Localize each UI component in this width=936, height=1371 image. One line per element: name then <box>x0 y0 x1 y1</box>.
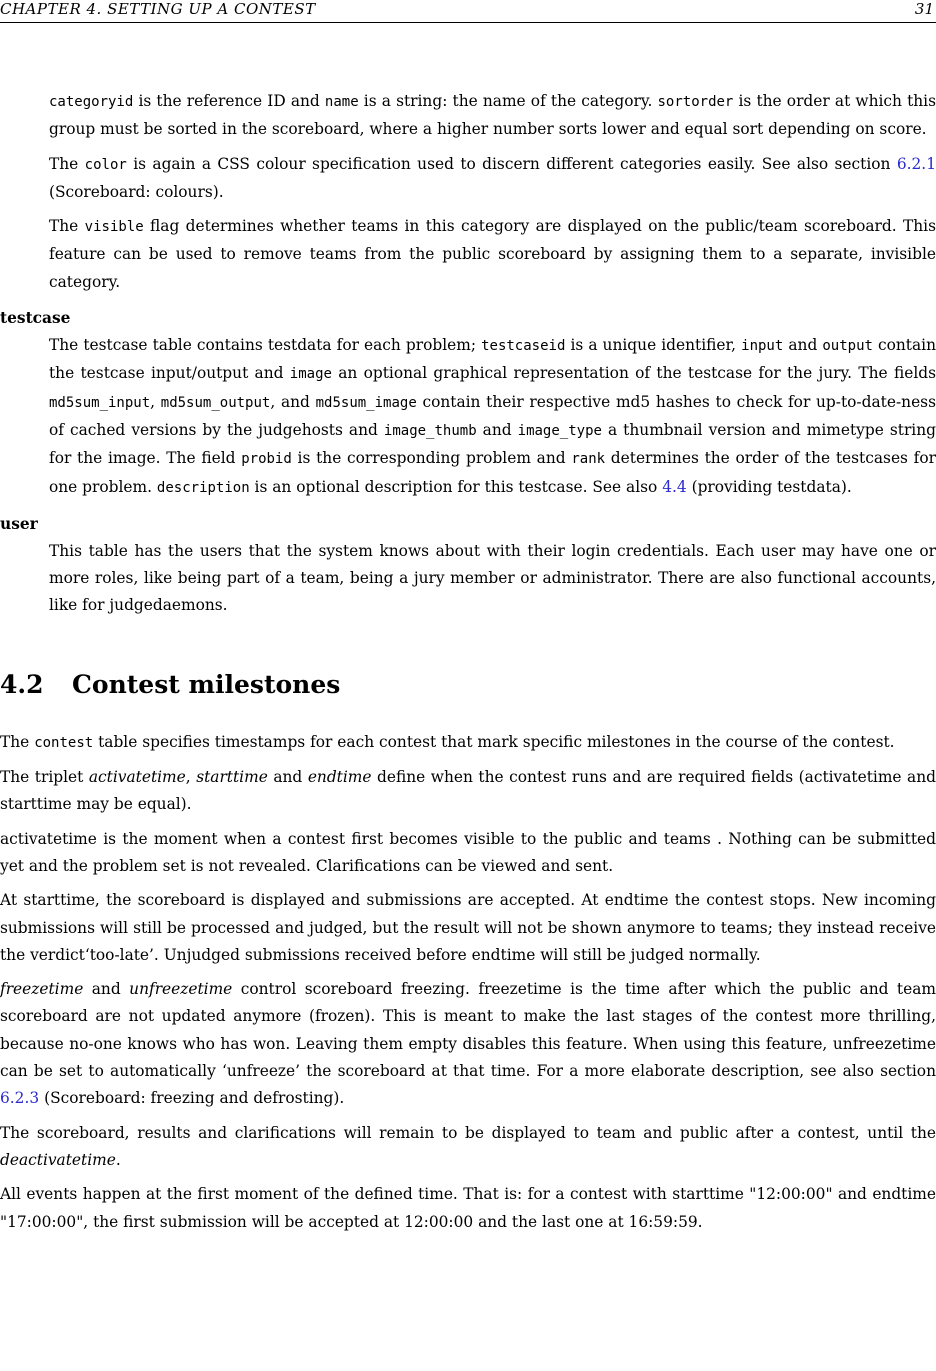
text-span: a thumbnail version and mimetype string for the image. The field <box>49 420 936 468</box>
text-span: and <box>83 980 130 999</box>
text-span: define when the contest runs and are required fields (activatetime and starttime may be equal). <box>0 768 936 814</box>
milestones-paragraph-3: activatetime is the moment when a contest first becomes visible to the public and teams . Nothing can be submitted yet and the problem set is not revealed. Clarifications can be viewed and sent. <box>0 829 936 875</box>
term-freezetime: freezetime <box>0 980 84 999</box>
text-span: and <box>476 420 518 439</box>
category-paragraph-2 <box>49 151 936 207</box>
category-paragraph-3 <box>49 213 936 296</box>
text-span: . <box>115 1150 121 1169</box>
text-span: an optional graphical representation of the testcase for the jury. The fields <box>331 364 936 383</box>
milestones-paragraph-5 <box>0 976 936 1112</box>
text-span: is a unique identifier, <box>565 336 742 355</box>
text-span: (Scoreboard: colours). <box>49 182 224 201</box>
milestones-paragraph-1 <box>0 729 936 757</box>
text-span: flag determines whether teams in this category are displayed on the public/team scoreboard. This feature can be used to remove teams from the public scoreboard by assigning them to a separate, invisible category. <box>49 217 936 291</box>
code-md5sum-output: md5sum_output <box>160 394 271 411</box>
text-span: (Scoreboard: freezing and defrosting). <box>39 1089 345 1108</box>
text-span: is again a CSS colour specification used to discern different categories easily. See also section <box>126 154 897 173</box>
text-span: is an optional description for this testcase. See also <box>249 477 663 496</box>
milestones-paragraph-2 <box>0 764 936 819</box>
code-probid: probid <box>241 451 292 468</box>
text-span: control scoreboard freezing. freezetime is the time after which the public and team scoreboard are not updated anymore (frozen). This is meant to make the last stages of the contest more thrilling, because no-one knows who has won. Leaving them empty disables this feature. When using this feature, unfreezetime can be set to automatically ‘unfreeze’ the scoreboard at that time. For a more elaborate description, see also section <box>0 980 936 1081</box>
text-span: determines the order of the testcases for one problem. <box>49 449 936 496</box>
code-sortorder: sortorder <box>657 94 734 110</box>
code-md5sum-image: md5sum_image <box>315 394 417 411</box>
section-link-6-2-1[interactable]: 6.2.1 <box>896 154 936 173</box>
code-output: output <box>822 338 873 355</box>
text-span: , and <box>270 392 316 411</box>
text-span: and <box>267 768 308 787</box>
code-image-type: image_type <box>517 422 602 439</box>
code-color: color <box>84 156 127 173</box>
term-starttime: starttime <box>196 768 268 787</box>
code-image: image <box>289 366 332 383</box>
term-deactivatetime: deactivatetime <box>0 1150 116 1169</box>
text-span: table specifies timestamps for each contest that mark specific milestones in the course of the contest. <box>93 732 895 751</box>
text-span: is the reference ID and <box>133 92 325 110</box>
code-input: input <box>741 338 784 355</box>
term-user: user <box>0 514 38 533</box>
user-description: This table has the users that the system knows about with their login credentials. Each user may have one or more roles, like being part of a team, being a jury member or administrator. There are also functional accounts, like for judgedaemons. <box>49 541 936 615</box>
term-activatetime: activatetime <box>88 768 186 787</box>
text-span: The <box>49 154 85 173</box>
section-number: 4.2 <box>0 669 44 699</box>
milestones-paragraph-6 <box>0 1120 936 1175</box>
section-heading <box>0 670 936 700</box>
code-md5sum-input: md5sum_input <box>49 394 151 411</box>
code-categoryid: categoryid <box>49 94 134 110</box>
testcase-description <box>49 332 936 502</box>
text-span: The <box>49 217 85 236</box>
text-span: The triplet <box>0 768 89 787</box>
category-paragraph-1 <box>49 88 936 144</box>
text-span: The scoreboard, results and clarifications will remain to be displayed to team and public after a contest, until the <box>0 1123 936 1142</box>
term-endtime: endtime <box>307 768 372 787</box>
milestones-paragraph-4: At starttime, the scoreboard is displayed and submissions are accepted. At endtime the contest stops. New incoming submissions will still be processed and judged, but the result will not be shown anymore to teams; they instead receive the verdict‘too-late’. Unjudged submissions received before endtime will still be judged normally. <box>0 891 936 964</box>
text-span: and <box>783 336 823 355</box>
section-title: Contest milestones <box>72 669 341 699</box>
code-image-thumb: image_thumb <box>383 422 477 439</box>
code-testcaseid: testcaseid <box>481 338 566 355</box>
milestones-paragraph-7: All events happen at the first moment of the defined time. That is: for a contest with starttime "12:00:00" and endtime "17:00:00", the first submission will be accepted at 12:00:00 and the last one at 16:59:59. <box>0 1185 936 1231</box>
page-header <box>0 0 936 23</box>
page-body <box>0 88 936 1236</box>
text-span: , <box>185 768 197 787</box>
text-span: is the corresponding problem and <box>291 449 572 468</box>
text-span: The <box>0 732 35 751</box>
code-rank: rank <box>571 451 606 468</box>
code-contest: contest <box>34 734 94 751</box>
text-span: contain their respective md5 hashes to check for up-to-date-ness of cached versions by the judgehosts and <box>49 392 936 439</box>
text-span: The testcase table contains testdata for each problem; <box>49 336 482 355</box>
section-link-4-4[interactable]: 4.4 <box>662 477 687 496</box>
term-unfreezetime: unfreezetime <box>129 980 233 999</box>
text-span: , <box>150 392 161 411</box>
code-description: description <box>156 479 250 496</box>
code-name: name <box>324 94 359 110</box>
page-number: 31 <box>914 0 934 18</box>
term-testcase: testcase <box>0 309 71 328</box>
text-span: is a string: the name of the category. <box>358 92 658 110</box>
text-span: is the order at which this group must be sorted in the scoreboard, where a higher number sorts lower and equal sort depending on score. <box>49 92 936 139</box>
section-link-6-2-3[interactable]: 6.2.3 <box>0 1089 40 1108</box>
running-header-chapter: CHAPTER 4. SETTING UP A CONTEST <box>0 0 316 18</box>
text-span: (providing testdata). <box>686 477 852 496</box>
code-visible: visible <box>84 219 144 236</box>
text-span: contain the testcase input/output and <box>49 336 936 383</box>
